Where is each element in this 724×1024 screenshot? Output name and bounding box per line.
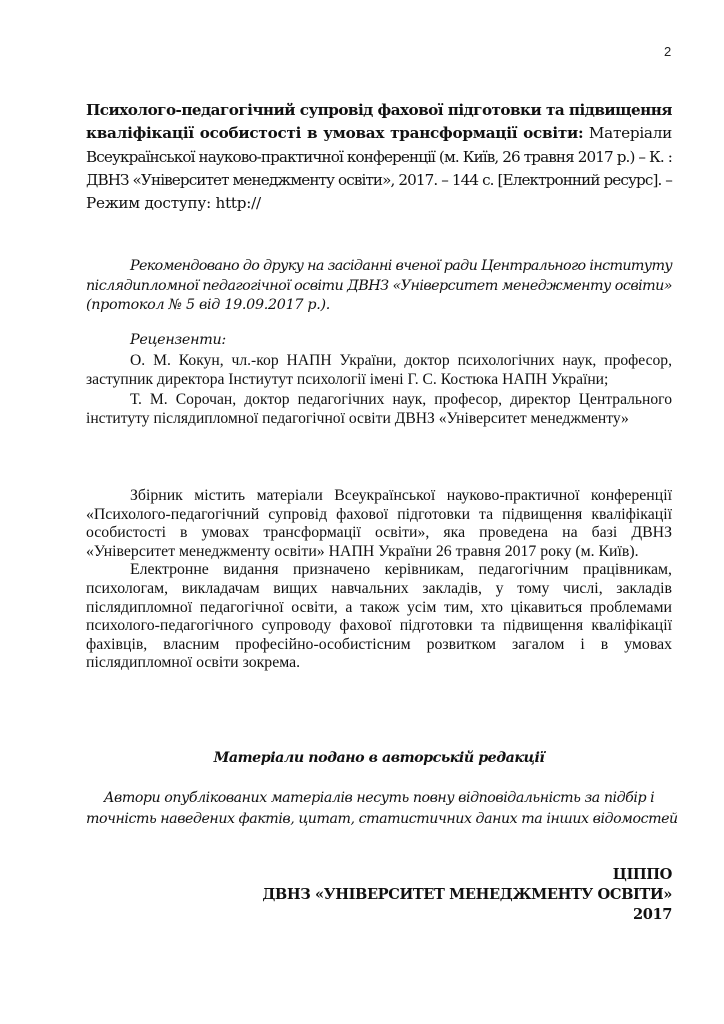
description-p2-line-6: післядипломної освіти зокрема. [86, 654, 301, 672]
bibliographic-line-3: Режим доступу: http:// [86, 194, 261, 212]
title-line-2 [86, 124, 672, 142]
description-p2-line-2: психологам, викладачам вищих навчальних закладів, у тому числі, закладів [86, 580, 672, 597]
description-p2-line-4: психолого-педагогічного супроводу фахової підготовки та підвищення кваліфікації [86, 617, 672, 635]
description-p2-line-3: післядипломної педагогічної освіти, а також усім тим, хто цікавиться проблемами [86, 598, 672, 616]
title-tail: Матеріали [588, 124, 673, 142]
editorial-note-title: Матеріали подано в авторській редакції [213, 750, 545, 766]
title-line-1: Психолого-педагогічний супровід фахової підготовки та підвищення [86, 101, 672, 119]
editorial-note-line-1: Автори опублікованих матеріалів несуть повну відповідальність за підбір і [103, 790, 655, 806]
description-p1-line-1: Збірник містить матеріали Всеукраїнської науково-практичної конференції [130, 487, 672, 504]
recommendation-line-1: Рекомендовано до друку на засіданні вченої ради Центрального інституту [130, 258, 672, 274]
bibliographic-line-1: Всеукраїнської науково-практичної конференції (м. Київ, 26 травня 2017 р.) – К. : [86, 147, 672, 166]
reviewers-heading: Рецензенти: [130, 332, 226, 348]
reviewer-2-line-1: Т. М. Сорочан, доктор педагогічних наук, професор, директор Центрального [130, 390, 672, 408]
bibliographic-line-2: ДВНЗ «Університет менеджменту освіти», 2017. – 144 с. [Електронний ресурс]. – [86, 171, 672, 189]
reviewer-2-line-2: інституту післядипломної педагогічної освіти ДВНЗ «Університет менеджменту» [86, 410, 629, 427]
description-p2-line-1: Електронне видання призначено керівникам, педагогічним працівникам, [130, 561, 672, 579]
publisher-abbreviation: ЦІППО [612, 866, 672, 883]
page-number: 2 [664, 44, 672, 59]
reviewer-1-line-2: заступник директора Інстиутут психології імені Г. С. Костюка НАПН України; [86, 371, 609, 388]
description-p2-line-5: фахівців, власним професійно-особистісним розвитком загалом і в умовах [86, 635, 672, 653]
recommendation-line-2: післядипломної педагогічної освіти ДВНЗ «Університет менеджменту освіти» [86, 278, 672, 294]
description-p1-line-4: «Університет менеджменту освіти» НАПН України 26 травня 2017 року (м. Київ). [86, 542, 639, 560]
publication-year: 2017 [632, 906, 672, 923]
title-line-2-bold: кваліфікації особистості в умовах трансформації освіти: [86, 124, 584, 142]
reviewer-1-line-1: О. М. Кокун, чл.-кор НАПН України, доктор психологічних наук, професор, [130, 351, 672, 369]
publisher-name: ДВНЗ «УНІВЕРСИТЕТ МЕНЕДЖМЕНТУ ОСВІТИ» [262, 886, 672, 903]
description-p1-line-3: особистості в умовах трансформації освіти», яка проведена на базі ДВНЗ [86, 524, 672, 542]
editorial-note-line-2: точність наведених фактів, цитат, статистичних даних та інших відомостей [86, 811, 678, 827]
recommendation-line-3: (протокол № 5 від 19.09.2017 р.). [86, 297, 331, 313]
description-p1-line-2: «Психолого-педагогічний супровід фахової підготовки та підвищення кваліфікації [86, 505, 672, 523]
